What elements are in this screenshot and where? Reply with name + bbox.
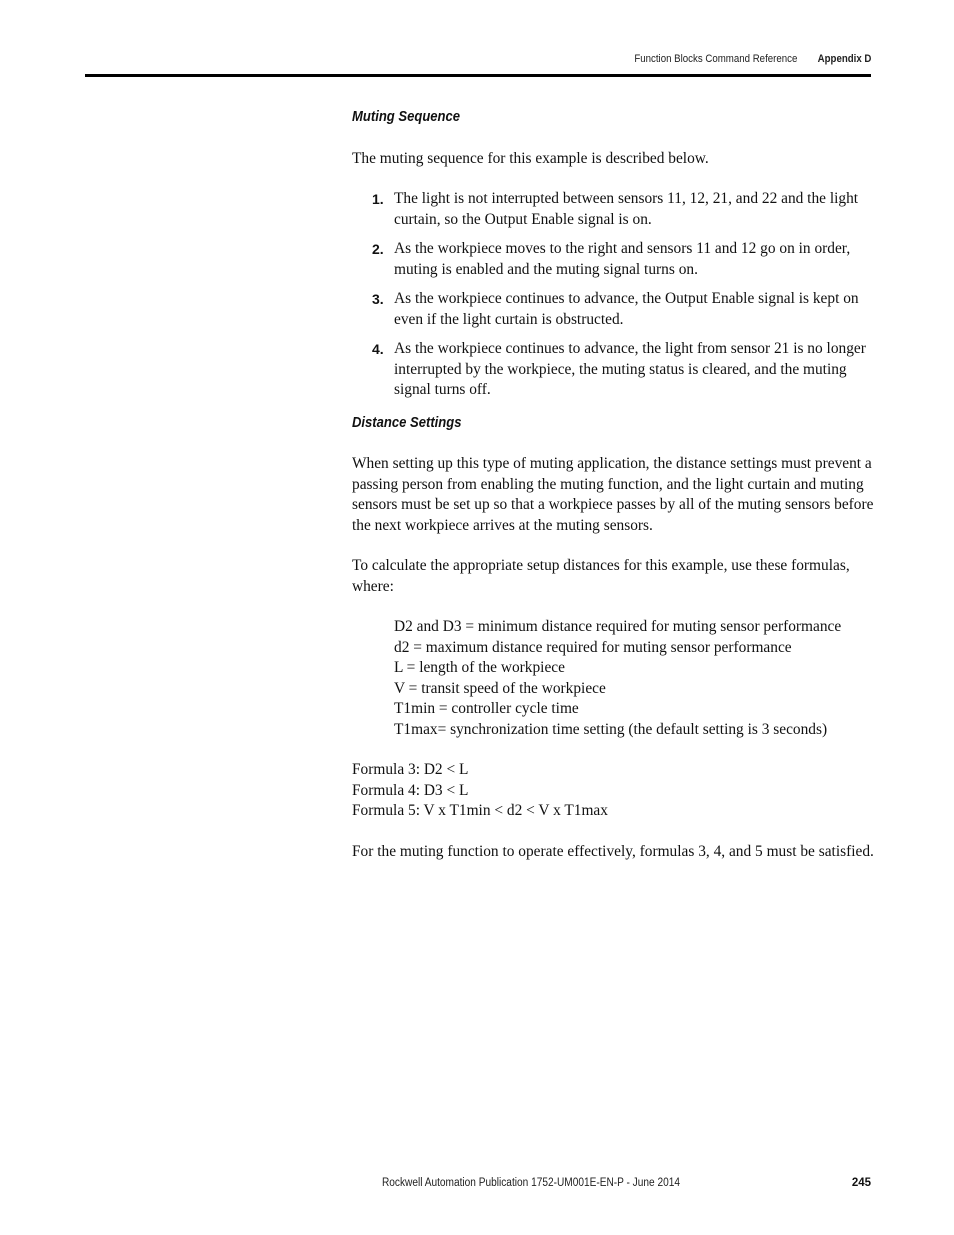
step-text: As the workpiece moves to the right and sensors 11 and 12 go on in order, muting is enabled and the muting signal turns on. [394, 240, 851, 278]
formulas-intro-paragraph: To calculate the appropriate setup distances for this example, use these formulas, where: [352, 557, 850, 595]
definition-line: d2 = maximum distance required for muting sensor performance [394, 638, 792, 656]
step-text: The light is not interrupted between sensors 11, 12, 21, and 22 and the light curtain, so the Output Enable signal is on. [394, 190, 859, 228]
distance-settings-paragraph: When setting up this type of muting application, the distance settings must prevent a passing person from enabling the muting function, and the light curtain and muting sensors must be set up so that a workpiece passes by all of the muting sensors before the next workpiece arrives at the muting sensors. [352, 455, 874, 534]
distance-settings-heading: Distance Settings [352, 414, 462, 431]
step-number: 4. [372, 341, 384, 357]
definition-line: L = length of the workpiece [394, 659, 565, 676]
step-number: 3. [372, 291, 384, 307]
formula-list [352, 760, 874, 822]
list-item [352, 339, 874, 401]
list-item [352, 289, 874, 330]
page-body [352, 107, 874, 862]
header-section-title: Function Blocks Command Reference [633, 53, 797, 65]
running-header [634, 53, 871, 65]
list-item [352, 189, 874, 230]
definition-line: T1max= synchronization time setting (the default setting is 3 seconds) [394, 720, 828, 738]
page-number: 245 [851, 1177, 871, 1189]
header-rule [85, 74, 871, 77]
definition-line: D2 and D3 = minimum distance required for muting sensor performance [394, 618, 842, 635]
definition-line: T1min = controller cycle time [394, 700, 579, 717]
muting-sequence-intro: The muting sequence for this example is described below. [352, 149, 709, 167]
step-text: As the workpiece continues to advance, the light from sensor 21 is no longer interrupted by the workpiece, the muting status is cleared, and the muting signal turns off. [394, 340, 866, 398]
list-item [352, 239, 874, 280]
muting-sequence-heading: Muting Sequence [352, 109, 461, 125]
formula-line: Formula 4: D3 < L [352, 781, 469, 799]
definition-line: V = transit speed of the workpiece [394, 679, 606, 697]
muting-steps-list [352, 189, 874, 401]
step-number: 2. [372, 241, 384, 257]
footer-publication: Rockwell Automation Publication 1752-UM001E-EN-P - June 2014 [382, 1177, 680, 1189]
step-number: 1. [372, 191, 384, 207]
conclusion-paragraph: For the muting function to operate effectively, formulas 3, 4, and 5 must be satisfied. [352, 842, 874, 860]
formula-line: Formula 5: V x T1min < d2 < V x T1max [352, 802, 608, 819]
variable-definitions [394, 617, 874, 740]
header-appendix-label: Appendix D [817, 53, 871, 65]
step-text: As the workpiece continues to advance, the Output Enable signal is kept on even if the light curtain is obstructed. [394, 290, 859, 328]
formula-line: Formula 3: D2 < L [352, 761, 469, 778]
